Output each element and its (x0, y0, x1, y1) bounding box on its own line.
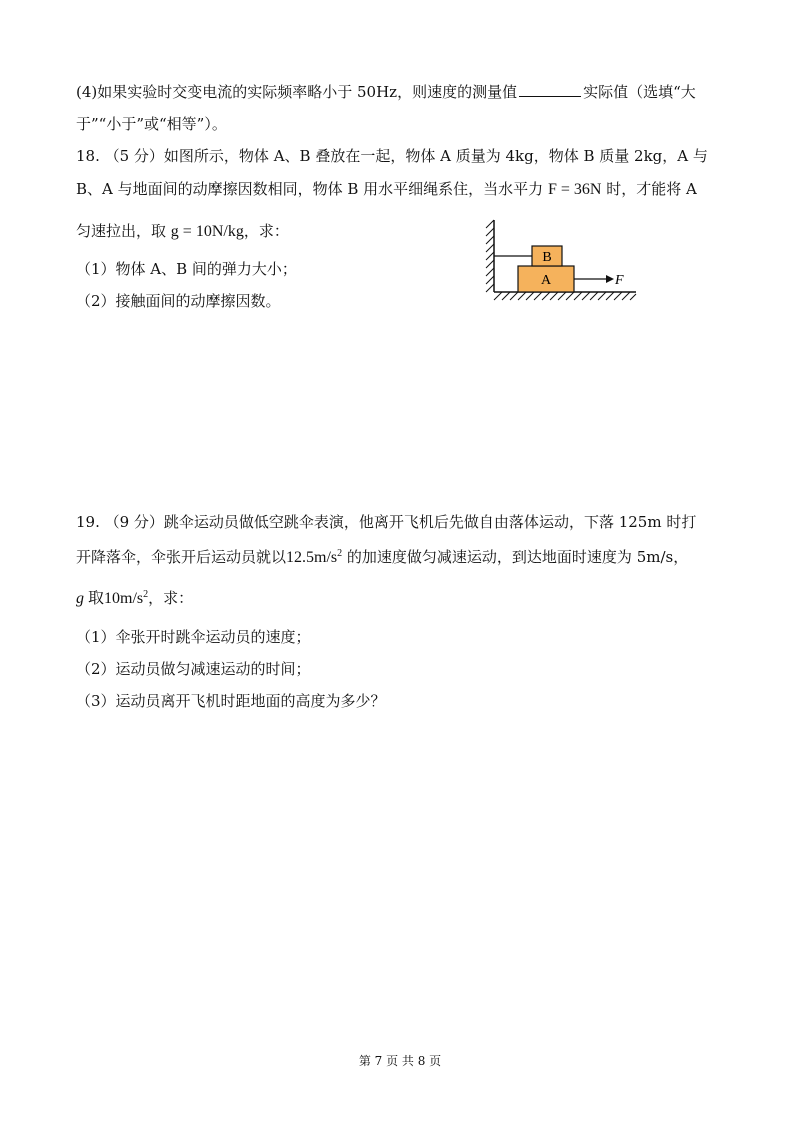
q18-line2-text-a: B、A 与地面间的动摩擦因数相同，物体 B 用水平细绳系住，当水平力 (76, 180, 544, 198)
q18-block-diagram (484, 218, 644, 302)
block-b-label: B (542, 250, 552, 265)
q18-line3-text-a: 匀速拉出，取 (76, 222, 167, 240)
q19-line3-text-b: ，求： (148, 589, 194, 607)
gravity-exponent: 2 (143, 589, 149, 600)
q17-part4-line1 (76, 82, 696, 102)
block-a-label: A (540, 273, 552, 288)
q18-force-formula: F = 36N (547, 181, 602, 198)
q18-line3 (76, 221, 289, 242)
q19-line2-text-b: 的加速度做匀减速运动，到达地面时速度为 5m/s， (346, 548, 689, 566)
answer-blank (519, 82, 581, 97)
page-number-footer: 第 7 页 共 8 页 (358, 1054, 442, 1068)
q17-part4-text-b: 实际值（选填“大 (583, 83, 696, 101)
q18-line1: 18. （5 分）如图所示，物体 A、B 叠放在一起，物体 A 质量为 4kg，物体 B 质量 2kg，A 与 (76, 147, 708, 165)
acceleration-value: 12.5m/s (286, 549, 338, 566)
q18-subquestion-2: （2）接触面间的动摩擦因数。 (76, 292, 281, 310)
q19-line1: 19. （9 分）跳伞运动员做低空跳伞表演，他离开飞机后先做自由落体运动，下落 125m 时打 (76, 513, 697, 531)
q19-gravity-formula (76, 590, 148, 607)
q17-part4-text-a: (4)如果实验时交变电流的实际频率略小于 50Hz，则速度的测量值 (76, 83, 518, 101)
q19-line2 (76, 547, 688, 568)
q19-line3 (76, 588, 193, 609)
force-arrow-head (606, 275, 614, 283)
q19-subquestion-3: （3）运动员离开飞机时距地面的高度为多少？ (76, 692, 386, 710)
q17-part4-line2: 于”“小于”或“相等”）。 (76, 115, 227, 133)
force-label: F (615, 273, 624, 288)
q18-line2 (76, 179, 697, 200)
q18-line2-text-b: 时，才能将 A (606, 180, 697, 198)
wall (486, 220, 494, 292)
q19-line2-text-a: 开降落伞，伞张开后运动员就以 (76, 548, 287, 566)
q18-line3-text-b: ，求： (243, 222, 289, 240)
q18-gravity-formula: g = 10N/kg (170, 223, 244, 240)
q19-acceleration-formula (286, 549, 342, 566)
ground (494, 292, 636, 300)
acceleration-exponent: 2 (337, 548, 343, 559)
gravity-symbol: g (76, 590, 84, 607)
q18-subquestion-1: （1）物体 A、B 间的弹力大小； (76, 260, 297, 278)
q19-subquestion-2: （2）运动员做匀减速运动的时间； (76, 660, 311, 678)
q19-subquestion-1: （1）伞张开时跳伞运动员的速度； (76, 628, 311, 646)
gravity-value: 取10m/s (88, 590, 144, 607)
